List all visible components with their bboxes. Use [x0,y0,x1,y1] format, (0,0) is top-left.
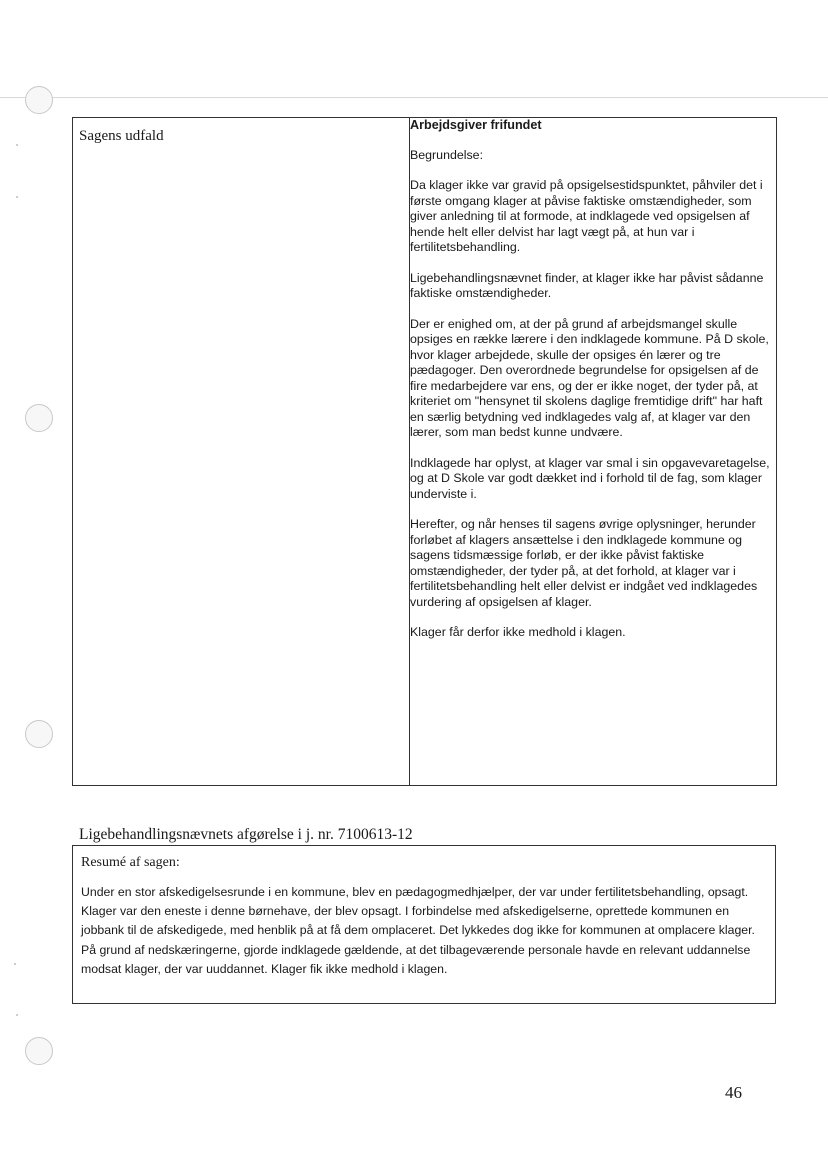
case-title: Ligebehandlingsnævnets afgørelse i j. nr. 7100613-12 [79,826,413,843]
case-summary-box [72,845,776,1004]
punch-hole-icon [25,720,53,748]
summary-label: Resumé af sagen: [81,855,180,870]
page-number: 46 [725,1083,742,1102]
outcome-label-cell [73,118,410,786]
reasoning-paragraph: Indklagede har oplyst, at klager var smal i sin opgavevaretagelse, og at D Skole var godt dækket ind i forhold til de fag, som klager underviste i. [410,455,770,501]
decision-table [72,117,777,786]
scan-artifact-line [0,97,828,98]
punch-hole-icon [25,404,53,432]
reasoning-paragraph: Da klager ikke var gravid på opsigelsestidspunktet, påhviler det i første omgang klager at påvise faktiske omstændigheder, som giver anledning til at formode, at indklagede ved opsigelsen af hende helt eller delvist har lagt vægt på, at hun var i fertilitetsbehandling. [410,178,763,254]
reasoning-paragraph: Ligebehandlingsnævnet finder, at klager ikke har påvist sådanne faktiske omstændigheder. [410,270,764,300]
reasoning-conclusion: Klager får derfor ikke medhold i klagen. [410,625,626,639]
reasoning-paragraph: Der er enighed om, at der på grund af arbejdsmangel skulle opsiges en række lærere i den indklagede kommune. På D skole, hvor klager arbejdede, skulle der opsiges én lærer og tre pædagoger. Den overordnede begrundelse for opsigelsen af de fire medarbejdere var ens, og der er ikke noget, der tyder på, at kriteriet om "hensynet til skolens daglige fremtidige drift" har haft en særlig betydning ved indklagedes valg af, at klager var den lærer, som man bedst kunne undvære. [410,316,769,439]
scan-speck [16,196,18,198]
summary-text: Under en stor afskedigelsesrunde i en kommune, blev en pædagogmedhjælper, der var under fertilitetsbehandling, opsagt. Klager var den eneste i denne børnehave, der blev opsagt. I forbindelse med afskedigelserne, oprettede kommunen en jobbank til de afskedigede, med henblik på at få dem omplaceret. Det lykkedes dog ikke for kommunen at omplacere klager. På grund af nedskæringerne, gjorde indklagede gældende, at det tilbageværende personale havde en relevant uddannelse modsat klager, der var uuddannet. Klager fik ikke medhold i klagen. [81,885,755,976]
punch-hole-icon [25,1037,53,1065]
scan-speck [14,963,16,965]
scan-speck [16,1014,18,1016]
scan-speck [16,144,18,146]
punch-hole-icon [25,86,53,114]
reasoning-paragraph: Herefter, og når henses til sagens øvrige oplysninger, herunder forløbet af klagers ansættelse i den indklagede kommune og sagens tidsmæssige forløb, er der ikke påvist faktiske omstændigheder, der tyder på, at det forhold, at klager var i fertilitetsbehandling helt eller delvist er indgået ved indklagedes vurdering af opsigelsen af klager. [410,517,758,609]
reasoning-label: Begrundelse: [410,147,484,162]
reasoning-cell [410,118,777,786]
verdict-heading: Arbejdsgiver frifundet [410,118,542,132]
outcome-label: Sagens udfald [79,128,164,144]
